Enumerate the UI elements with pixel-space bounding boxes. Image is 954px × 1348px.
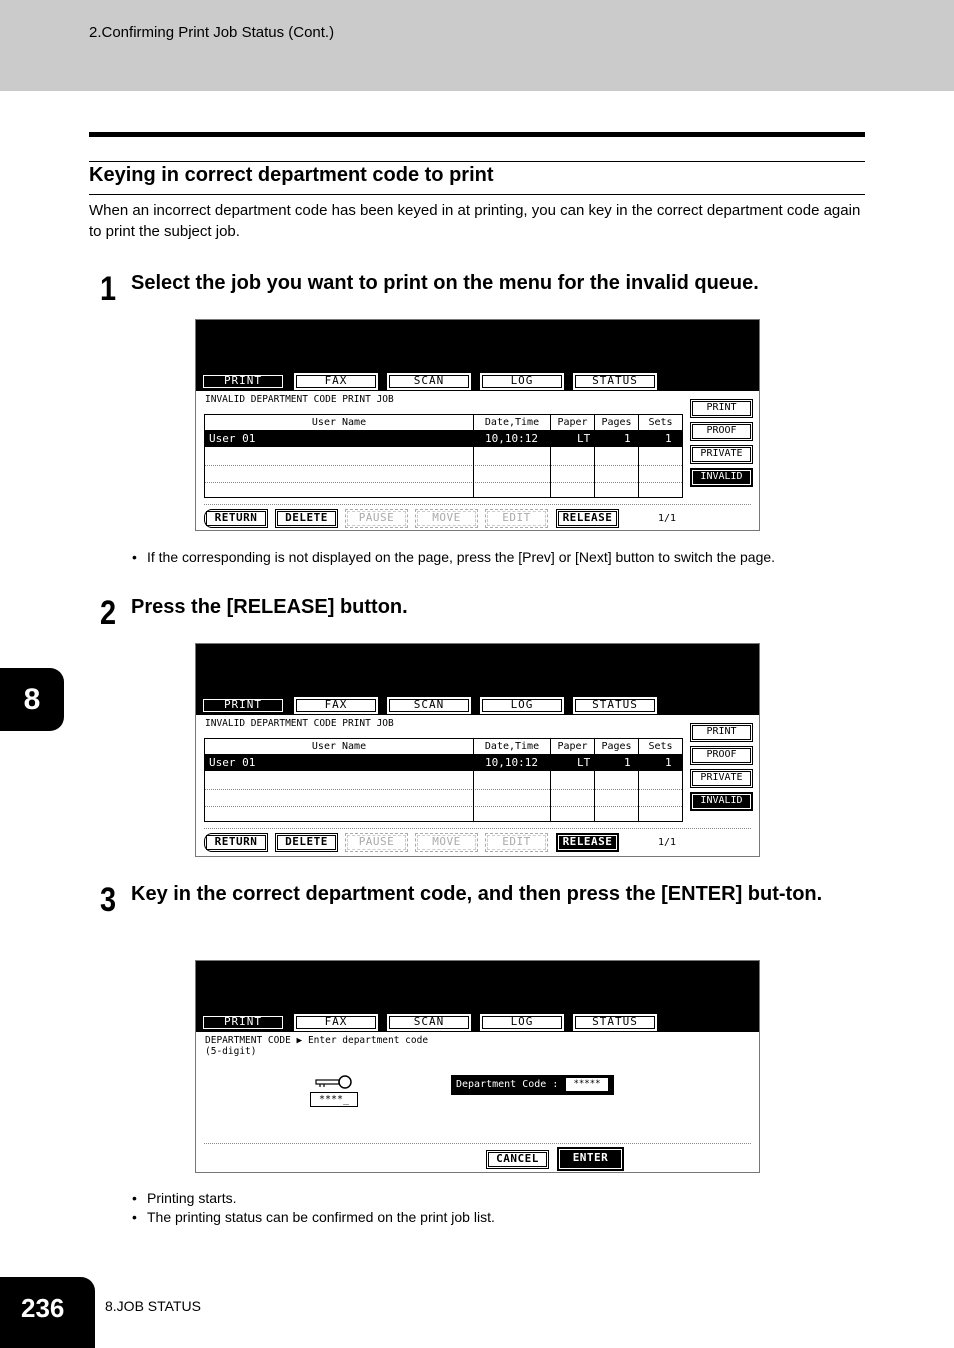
row-sets: 1 xyxy=(665,432,672,445)
invalid-queue-screen-2 xyxy=(195,643,760,857)
section-rule-thick xyxy=(89,132,865,137)
section-rule-top xyxy=(89,161,865,162)
private-queue-button[interactable]: PRIVATE xyxy=(690,445,753,464)
table-row[interactable] xyxy=(205,755,682,771)
row-sets: 1 xyxy=(665,756,672,769)
proof-queue-button[interactable]: PROOF xyxy=(690,422,753,441)
tab-scan[interactable]: SCAN xyxy=(386,696,472,715)
tab-log[interactable]: LOG xyxy=(479,372,565,391)
key-icon xyxy=(314,1074,354,1090)
job-table xyxy=(204,414,683,498)
row-datetime: 10,10:12 xyxy=(485,756,538,769)
department-code-label: Department Code : xyxy=(456,1079,559,1090)
step-1-text: Select the job you want to print on the menu for the invalid queue. xyxy=(131,272,759,294)
column-date-time: Date,Time xyxy=(484,417,540,428)
tab-status[interactable]: STATUS xyxy=(572,372,658,391)
tab-fax[interactable]: FAX xyxy=(293,696,379,715)
step-2-number: 2 xyxy=(100,594,117,632)
step-3-number: 3 xyxy=(100,881,117,919)
intro-paragraph: When an incorrect department code has been keyed in at printing, you can key in the correct department code again to print the subject job. xyxy=(89,202,861,240)
column-divider xyxy=(594,415,595,497)
header-band xyxy=(0,0,954,91)
tab-status[interactable]: STATUS xyxy=(572,1013,658,1032)
column-divider xyxy=(473,739,474,821)
column-paper: Paper xyxy=(557,741,588,752)
page-number: 236 xyxy=(0,1277,95,1348)
row-user: User 01 xyxy=(209,432,256,445)
section-title: Keying in correct department code to print xyxy=(89,164,494,186)
running-title: 2.Confirming Print Job Status (Cont.) xyxy=(89,24,335,41)
section-rule-bottom xyxy=(89,194,865,195)
row-divider xyxy=(205,789,682,790)
table-header xyxy=(205,415,682,431)
bottom-divider xyxy=(204,828,751,829)
job-table xyxy=(204,738,683,822)
column-divider xyxy=(473,415,474,497)
return-button[interactable]: RETURN xyxy=(204,509,268,528)
column-divider xyxy=(594,739,595,821)
tab-log[interactable]: LOG xyxy=(479,696,565,715)
key-input-display: ****_ xyxy=(310,1092,358,1107)
invalid-queue-button[interactable]: INVALID xyxy=(690,468,753,487)
column-date-time: Date,Time xyxy=(484,741,540,752)
note-text: If the corresponding is not displayed on the page, press the [Prev] or [Next] button to switch the page. xyxy=(147,549,776,565)
print-queue-button[interactable]: PRINT xyxy=(690,723,753,742)
note-item: • The printing status can be confirmed on the print job list. xyxy=(132,1209,495,1225)
note-item: • Printing starts. xyxy=(132,1190,237,1206)
screen-title: DEPARTMENT CODE ▶ Enter department code xyxy=(205,1035,429,1046)
tab-print[interactable]: PRINT xyxy=(200,696,286,715)
column-divider xyxy=(550,415,551,497)
delete-button[interactable]: DELETE xyxy=(275,509,338,528)
row-datetime: 10,10:12 xyxy=(485,432,538,445)
tab-log[interactable]: LOG xyxy=(479,1013,565,1032)
delete-button[interactable]: DELETE xyxy=(275,833,338,852)
release-button[interactable]: RELEASE xyxy=(556,509,619,528)
table-row[interactable] xyxy=(205,431,682,447)
tab-fax[interactable]: FAX xyxy=(293,1013,379,1032)
tab-fax[interactable]: FAX xyxy=(293,372,379,391)
note-item: • If the corresponding is not displayed on the page, press the [Prev] or [Next] button to switch the page. xyxy=(132,549,776,565)
tab-print[interactable]: PRINT xyxy=(200,372,286,391)
screen-title: INVALID DEPARTMENT CODE PRINT JOB xyxy=(205,394,394,405)
column-pages: Pages xyxy=(601,741,632,752)
note-text: Printing starts. xyxy=(147,1190,237,1206)
row-pages: 1 xyxy=(624,756,631,769)
row-pages: 1 xyxy=(624,432,631,445)
footer-chapter-label: 8.JOB STATUS xyxy=(105,1298,201,1314)
row-paper: LT xyxy=(577,432,591,445)
enter-button[interactable]: ENTER xyxy=(557,1147,624,1171)
department-code-value: ***** xyxy=(566,1078,608,1091)
step-2-text: Press the [RELEASE] button. xyxy=(131,596,408,618)
pause-button[interactable]: PAUSE xyxy=(345,833,408,852)
column-divider xyxy=(550,739,551,821)
department-code-field[interactable] xyxy=(451,1075,614,1095)
row-paper: LT xyxy=(577,756,591,769)
move-button[interactable]: MOVE xyxy=(415,509,478,528)
edit-button[interactable]: EDIT xyxy=(485,509,548,528)
department-code-screen xyxy=(195,960,760,1173)
move-button[interactable]: MOVE xyxy=(415,833,478,852)
row-divider xyxy=(205,806,682,807)
step-3-text: Key in the correct department code, and then press the [ENTER] but-ton. xyxy=(131,883,823,905)
print-queue-button[interactable]: PRINT xyxy=(690,399,753,418)
invalid-queue-button[interactable]: INVALID xyxy=(690,792,753,811)
page-indicator: 1/1 xyxy=(658,513,677,524)
chapter-tab: 8 xyxy=(0,668,64,731)
page-indicator: 1/1 xyxy=(658,837,677,848)
tab-scan[interactable]: SCAN xyxy=(386,1013,472,1032)
column-divider xyxy=(638,415,639,497)
step-1-number: 1 xyxy=(100,270,117,308)
edit-button[interactable]: EDIT xyxy=(485,833,548,852)
return-button[interactable]: RETURN xyxy=(204,833,268,852)
screen-title: INVALID DEPARTMENT CODE PRINT JOB xyxy=(205,718,394,729)
column-divider xyxy=(638,739,639,821)
column-sets: Sets xyxy=(648,741,673,752)
column-sets: Sets xyxy=(648,417,673,428)
pause-button[interactable]: PAUSE xyxy=(345,509,408,528)
cancel-button[interactable]: CANCEL xyxy=(486,1150,549,1169)
bottom-divider xyxy=(204,504,751,505)
tab-print[interactable]: PRINT xyxy=(200,1013,286,1032)
bottom-divider xyxy=(204,1143,751,1144)
invalid-queue-screen-1 xyxy=(195,319,760,531)
screen-subtitle: (5-digit) xyxy=(205,1046,257,1057)
proof-queue-button[interactable]: PROOF xyxy=(690,746,753,765)
row-user: User 01 xyxy=(209,756,256,769)
tab-scan[interactable]: SCAN xyxy=(386,372,472,391)
column-pages: Pages xyxy=(601,417,632,428)
row-divider xyxy=(205,482,682,483)
column-paper: Paper xyxy=(557,417,588,428)
release-button[interactable]: RELEASE xyxy=(556,833,619,852)
table-header xyxy=(205,739,682,755)
column-user-name: User Name xyxy=(311,741,367,752)
private-queue-button[interactable]: PRIVATE xyxy=(690,769,753,788)
note-text: The printing status can be confirmed on the print job list. xyxy=(147,1209,495,1225)
row-divider xyxy=(205,465,682,466)
column-user-name: User Name xyxy=(311,417,367,428)
tab-status[interactable]: STATUS xyxy=(572,696,658,715)
